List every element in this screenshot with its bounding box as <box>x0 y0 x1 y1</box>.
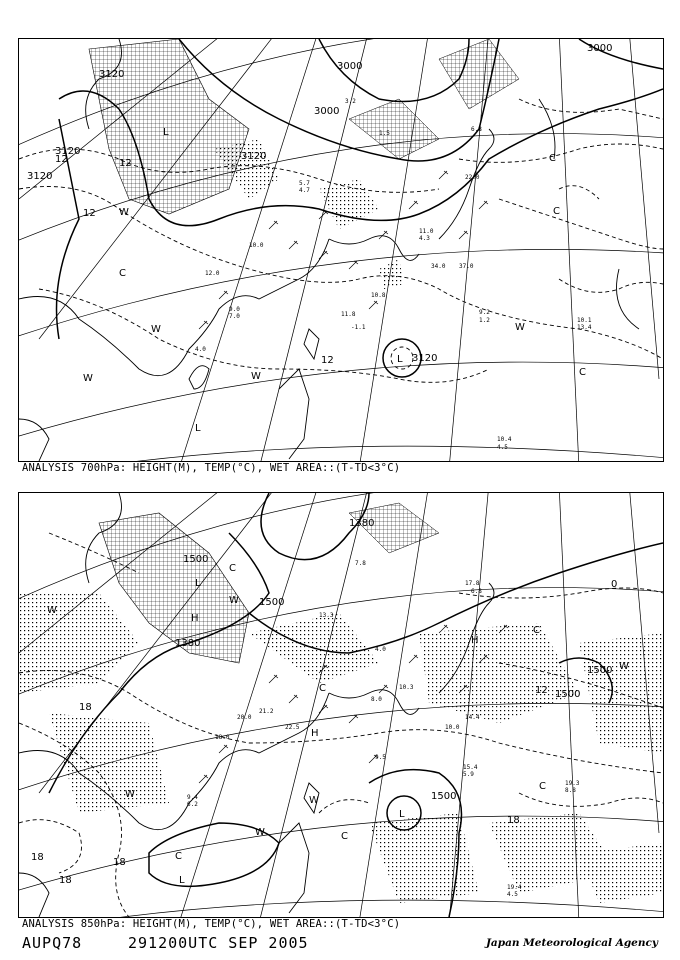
warm-marker: W <box>47 605 57 616</box>
station-value: 10.0 <box>445 724 460 731</box>
station-value: 8.0 <box>371 696 382 703</box>
warm-marker: W <box>125 789 135 800</box>
station-value: 5.9 <box>463 771 474 778</box>
wet-area-hatch <box>19 503 663 903</box>
temp-label: 12 <box>55 154 68 165</box>
temp-label: 0 <box>611 579 618 590</box>
height-label: 1500 <box>587 665 613 676</box>
height-label: 1500 <box>555 689 581 700</box>
cold-marker: C <box>553 206 560 217</box>
temp-label: 12 <box>535 685 548 696</box>
warm-marker: W <box>83 373 93 384</box>
low-marker: L <box>195 423 201 434</box>
station-value: 6.2 <box>187 801 198 808</box>
low-center-value: 3120 <box>412 353 438 364</box>
cold-marker: C <box>119 268 126 279</box>
high-marker: H <box>311 728 319 739</box>
height-label: 3000 <box>314 106 340 117</box>
station-value: 21.2 <box>259 708 274 715</box>
station-value: 18.0 <box>215 734 230 741</box>
station-value: 9.5 <box>375 754 386 761</box>
station-value: 13.4 <box>577 324 592 331</box>
station-value: -1.1 <box>351 324 366 331</box>
height-label: 3120 <box>241 151 267 162</box>
height-label: 3000 <box>337 61 363 72</box>
cold-marker: C <box>175 851 182 862</box>
cold-marker: C <box>533 625 540 636</box>
low-center-label: L <box>397 354 403 365</box>
caption-850hpa: ANALYSIS 850hPa: HEIGHT(M), TEMP(°C), WET AREA::(T-TD<3°C) <box>22 918 401 930</box>
map-canvas-850hpa <box>19 493 663 917</box>
station-value: 8.8 <box>565 787 576 794</box>
cold-marker: C <box>341 831 348 842</box>
caption-700hpa: ANALYSIS 700hPa: HEIGHT(M), TEMP(°C), WET AREA::(T-TD<3°C) <box>22 462 401 474</box>
low-marker: L <box>195 578 201 589</box>
height-label: 1380 <box>175 638 201 649</box>
station-value: 4.5 <box>497 444 508 451</box>
station-value: 5.7 <box>299 180 310 187</box>
station-value: 17.8 <box>465 580 480 587</box>
temp-label: 12 <box>119 158 132 169</box>
high-marker: H <box>471 635 479 646</box>
cold-marker: C <box>229 563 236 574</box>
station-value: 10.0 <box>249 242 264 249</box>
warm-marker: W <box>619 661 629 672</box>
height-label: 1500 <box>259 597 285 608</box>
station-value: 7.0 <box>229 313 240 320</box>
temp-label: 12 <box>83 208 96 219</box>
temp-label: 18 <box>507 815 520 826</box>
warm-marker: W <box>309 795 319 806</box>
height-label: 1500 <box>183 554 209 565</box>
low-marker: L <box>163 127 169 138</box>
station-value: 10.3 <box>399 684 414 691</box>
station-value: 9.2 <box>479 309 490 316</box>
station-value: 6.8 <box>471 588 482 595</box>
cold-marker: C <box>579 367 586 378</box>
station-value: 14.4 <box>465 714 480 721</box>
height-label: 3000 <box>587 43 613 54</box>
low-center <box>399 809 405 820</box>
station-value: 37.0 <box>459 263 474 270</box>
warm-marker: W <box>515 322 525 333</box>
station-value: 9.0 <box>229 306 240 313</box>
station-value: 4.0 <box>375 646 386 653</box>
bulletin-code: AUPQ78 <box>22 934 83 952</box>
station-value: 19.4 <box>507 884 522 891</box>
agency-name: Japan Meteorological Agency <box>485 937 658 949</box>
warm-marker: W <box>151 324 161 335</box>
warm-marker: W <box>255 827 265 838</box>
low-center-label: L <box>399 809 405 820</box>
height-label: 1380 <box>349 518 375 529</box>
temp-label: 18 <box>31 852 44 863</box>
station-value: 13.3 <box>319 612 334 619</box>
station-value: 11.0 <box>419 228 434 235</box>
station-value: 10.8 <box>371 292 386 299</box>
station-value: 1.2 <box>479 317 490 324</box>
station-value: 9.4 <box>187 794 198 801</box>
cold-marker: C <box>539 781 546 792</box>
station-value: 6.8 <box>471 126 482 133</box>
high-marker: H <box>191 613 199 624</box>
map-panel-850hpa <box>18 492 664 918</box>
warm-marker: W <box>229 595 239 606</box>
station-value: 11.8 <box>341 311 356 318</box>
station-value: 22.5 <box>285 724 300 731</box>
station-value: 4.3 <box>419 235 430 242</box>
station-value: 15.4 <box>463 764 478 771</box>
warm-marker: W <box>251 371 261 382</box>
temp-label: 18 <box>59 875 72 886</box>
station-value: 4.7 <box>299 187 310 194</box>
temp-label: 18 <box>79 702 92 713</box>
height-label: 1500 <box>431 791 457 802</box>
station-value: 22.0 <box>465 174 480 181</box>
temp-label: 12 <box>321 355 334 366</box>
height-label: 3120 <box>99 69 125 80</box>
station-value: 10.4 <box>497 436 512 443</box>
station-value: 4.0 <box>195 346 206 353</box>
map-canvas-700hpa <box>19 39 663 461</box>
low-center <box>397 353 437 365</box>
height-label: 3120 <box>27 171 53 182</box>
map-panel-700hpa <box>18 38 664 462</box>
station-value: 12.0 <box>205 270 220 277</box>
station-value: 20.0 <box>237 714 252 721</box>
height-label: 3120 <box>55 146 81 157</box>
cold-marker: C <box>319 683 326 694</box>
station-value: 34.0 <box>431 263 446 270</box>
station-value: 3.2 <box>345 98 356 105</box>
warm-marker: W <box>119 207 129 218</box>
valid-time: 291200UTC SEP 2005 <box>128 934 309 952</box>
station-value: 7.8 <box>355 560 366 567</box>
station-value: 19.3 <box>565 780 580 787</box>
station-value: 1.5 <box>379 130 390 137</box>
temp-label: 18 <box>113 857 126 868</box>
low-marker: L <box>179 875 185 886</box>
station-value: 4.5 <box>507 891 518 898</box>
station-value: 10.1 <box>577 317 592 324</box>
cold-marker: C <box>549 153 556 164</box>
